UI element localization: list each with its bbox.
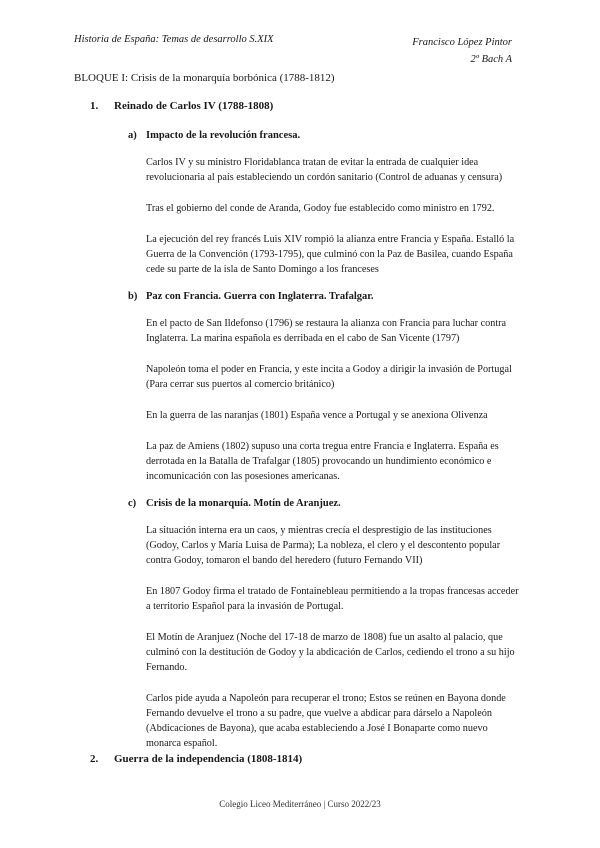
header-subject: Historia de España: Temas de desarrollo S.XIX [74, 34, 274, 45]
subsection-heading [128, 291, 524, 302]
page-header [74, 34, 512, 68]
subsection-label: a) [128, 130, 137, 141]
paragraph: La paz de Amiens (1802) supuso una corta tregua entre Francia e Inglaterra. España es derrotada en la Batalla de Trafalgar (1805) provocando un hundimiento económico e incomunicación con las posesiones americanas. [146, 441, 499, 482]
header-author-block [412, 34, 512, 68]
paragraph: En el pacto de San Ildefonso (1796) se restaura la alianza con Francia para luchar contra Inglaterra. La marina española es derribada en el cabo de San Vicente (1797) [146, 318, 507, 344]
header-course: 2º Bach A [470, 54, 512, 65]
subsection-title: Impacto de la revolución francesa. [146, 130, 301, 141]
paragraph: La ejecución del rey francés Luis XIV rompió la alianza entre Francia y España. Estalló la Guerra de la Convención (1793-1795), que culminó con la Paz de Basilea, cuando España cede su parte de la isla de Santo Domingo a los franceses [146, 234, 515, 275]
paragraph: Carlos IV y su ministro Floridablanca tratan de evitar la entrada de cualquier idea revolucionaria al país estableciendo un cordón sanitario (Control de aduanas y censura) [146, 157, 503, 183]
subsection-heading [128, 498, 524, 509]
subsection-title: Crisis de la monarquía. Motín de Aranjuez. [146, 498, 341, 509]
subsection-heading [128, 130, 524, 141]
section-title: Reinado de Carlos IV (1788-1808) [114, 100, 274, 112]
page-footer: Colegio Liceo Mediterráneo | Curso 2022/23 [219, 799, 381, 809]
paragraph: El Motín de Aranjuez (Noche del 17-18 de marzo de 1808) fue un asalto al palacio, que culminó con la destitución de Godoy y la abdicación de Carlos, cediendo el trono a su hijo Fernando. [146, 632, 515, 673]
paragraph: Napoleón toma el poder en Francia, y este incita a Godoy a dirigir la invasión de Portugal (Para cerrar sus puertos al comercio británico) [146, 364, 512, 390]
header-author: Francisco López Pintor [412, 37, 512, 48]
document-body [74, 100, 524, 765]
section-title: Guerra de la independencia (1808-1814) [114, 753, 303, 765]
section-number: 1. [90, 100, 99, 112]
subsection-title: Paz con Francia. Guerra con Inglaterra. Trafalgar. [146, 291, 374, 302]
section-heading [90, 100, 524, 112]
paragraph: La situación interna era un caos, y mientras crecía el desprestigio de las instituciones (Godoy, Carlos y María Luisa de Parma); La nobleza, el clero y el descontento popular contra Godoy, tomaron el bando del heredero (futuro Fernando VII) [146, 525, 501, 566]
paragraph: En la guerra de las naranjas (1801) España vence a Portugal y se anexiona Olivenza [146, 410, 488, 421]
block-title: BLOQUE I: Crisis de la monarquía borbónica (1788-1812) [74, 72, 335, 84]
section-number: 2. [90, 753, 99, 765]
paragraph: En 1807 Godoy firma el tratado de Fontainebleau permitiendo a la tropas francesas acceder a territorio Español para la invasión de Portugal. [146, 586, 519, 612]
paragraph: Carlos pide ayuda a Napoleón para recuperar el trono; Estos se reúnen en Bayona donde Fernando devuelve el trono a su padre, que vuelve a abdicar para dárselo a Napoleón (Abdicaciones de Bayona), que acaba estableciendo a José I Bonaparte como nuevo monarca español. [146, 693, 506, 749]
subsection-label: b) [128, 291, 138, 302]
section-heading [90, 753, 524, 765]
paragraph: Tras el gobierno del conde de Aranda, Godoy fue establecido como ministro en 1792. [146, 203, 495, 214]
subsection-label: c) [128, 498, 137, 509]
